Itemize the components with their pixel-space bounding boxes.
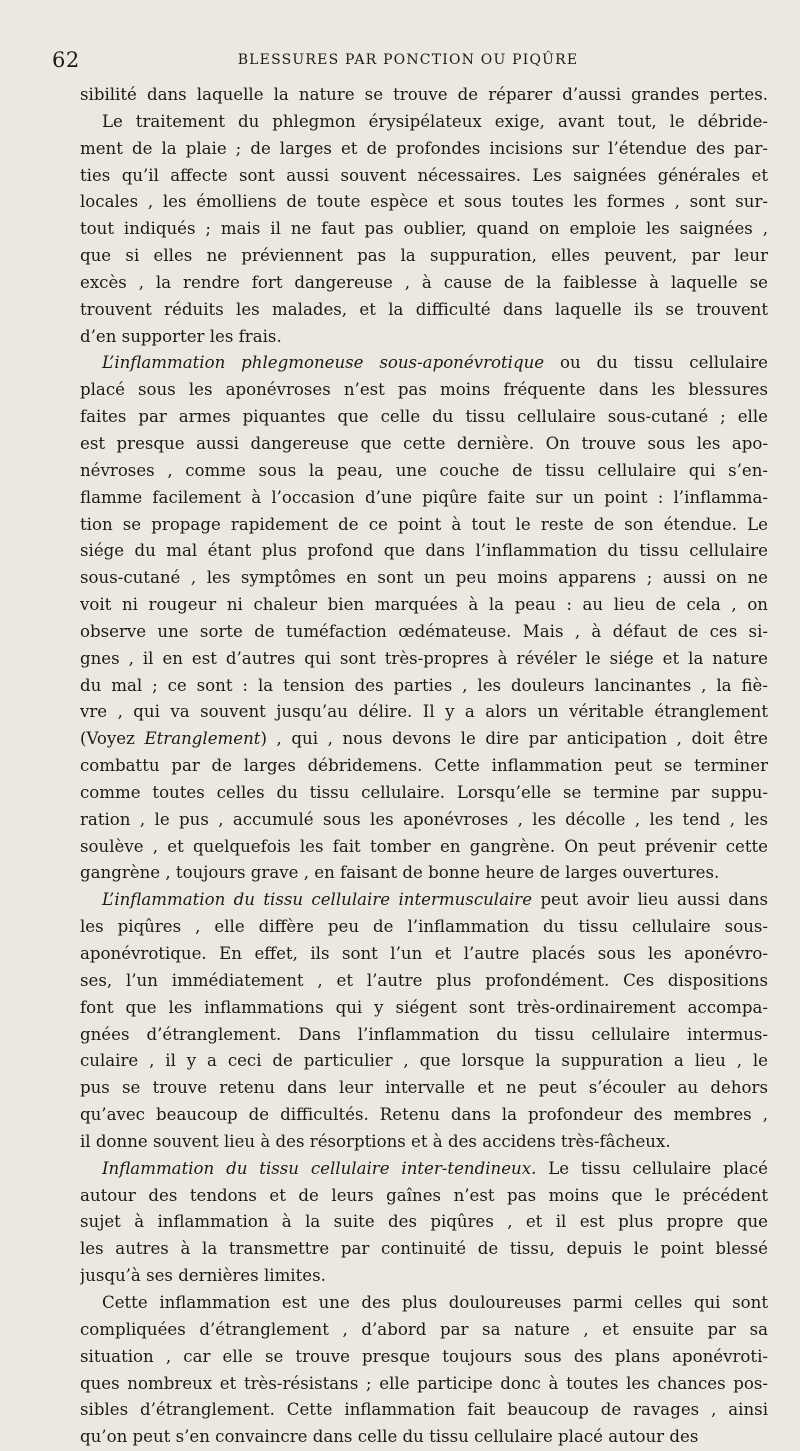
- line-text: autour des tendons et de leurs gaînes n’est pas moins que le précédent: [80, 1185, 768, 1205]
- italic-heading: L’inflammation du tissu cellulaire intermusculaire: [102, 890, 533, 910]
- line-text: d’en supporter les frais.: [80, 326, 282, 346]
- text-line: [80, 646, 768, 673]
- line-text: gnes , il en est d’autres qui sont très-propres à révéler le siége et la nature: [80, 648, 768, 668]
- line-text: font que les inflammations qui y siégent sont très-ordinairement accompa-: [80, 997, 768, 1017]
- text-line: [80, 592, 768, 619]
- text-line: [80, 189, 768, 216]
- text-line: [80, 350, 768, 377]
- line-text: ) , qui , nous devons le dire par anticipation , doit être: [260, 729, 768, 749]
- running-head: BLESSURES PAR PONCTION OU PIQÛRE: [237, 52, 579, 68]
- line-text: peut avoir lieu aussi dans: [532, 890, 768, 910]
- text-line: [80, 458, 768, 485]
- line-text: ration , le pus , accumulé sous les aponévroses , les décolle , les tend , les: [80, 809, 768, 829]
- line-text: sibles d’étranglement. Cette inflammation fait beaucoup de ravages , ainsi: [80, 1400, 768, 1420]
- text-line: [80, 807, 768, 834]
- text-line: [80, 297, 768, 324]
- line-text: qu’avec beaucoup de difficultés. Retenu dans la profondeur des membres ,: [80, 1105, 768, 1125]
- italic-heading: Etranglement: [144, 729, 261, 749]
- line-text: ques nombreux et très-résistans ; elle participe donc à toutes les chances pos-: [80, 1373, 768, 1393]
- italic-heading: L’inflammation phlegmoneuse sous-aponévrotique: [102, 353, 545, 373]
- text-line: [80, 1156, 768, 1183]
- text-line: [80, 1183, 768, 1210]
- line-text: ties qu’il affecte sont aussi souvent nécessaires. Les saignées générales et: [80, 165, 768, 185]
- line-text: il donne souvent lieu à des résorptions et à des accidens très-fâcheux.: [80, 1131, 671, 1151]
- text-line: [80, 377, 768, 404]
- text-line: [80, 431, 768, 458]
- line-text: ses, l’un immédiatement , et l’autre plus profondément. Ces dispositions: [80, 970, 768, 990]
- line-text: sous-cutané , les symptômes en sont un peu moins apparens ; aussi on ne: [80, 568, 768, 588]
- text-line: [80, 270, 768, 297]
- text-line: [80, 1290, 768, 1317]
- text-line: [80, 1317, 768, 1344]
- text-line: [80, 753, 768, 780]
- text-line: [80, 1236, 768, 1263]
- text-line: [80, 1075, 768, 1102]
- line-text: Le traitement du phlegmon érysipélateux exige, avant tout, le débride-: [102, 111, 768, 131]
- text-line: [80, 941, 768, 968]
- text-line: [80, 968, 768, 995]
- text-line: [80, 216, 768, 243]
- line-text: névroses , comme sous la peau, une couche de tissu cellulaire qui s’en-: [80, 460, 768, 480]
- text-before: (Voyez: [80, 729, 145, 749]
- line-text: jusqu’à ses dernières limites.: [80, 1266, 326, 1286]
- line-text: vre , qui va souvent jusqu’au délire. Il y a alors un véritable étranglement: [80, 702, 768, 722]
- line-text: gnées d’étranglement. Dans l’inflammation du tissu cellulaire intermus-: [80, 1024, 768, 1044]
- line-text: trouvent réduits les malades, et la difficulté dans laquelle ils se trouvent: [80, 299, 768, 319]
- text-line: [80, 834, 768, 861]
- text-line: [80, 565, 768, 592]
- text-line: [80, 1371, 768, 1398]
- text-line: [80, 887, 768, 914]
- text-line: [80, 726, 768, 753]
- line-text: voit ni rougeur ni chaleur bien marquées à la peau : au lieu de cela , on: [80, 595, 768, 615]
- text-line: [80, 1263, 768, 1290]
- text-line: [80, 699, 768, 726]
- line-text: culaire , il y a ceci de particulier , que lorsque la suppuration a lieu , le: [80, 1051, 768, 1071]
- text-line: [80, 109, 768, 136]
- text-line: [80, 82, 768, 109]
- line-text: compliquées d’étranglement , d’abord par sa nature , et ensuite par sa: [80, 1319, 768, 1339]
- line-text: du mal ; ce sont : la tension des parties , les douleurs lancinantes , la fiè-: [80, 675, 768, 695]
- text-line: [80, 512, 768, 539]
- line-text: observe une sorte de tuméfaction œdémateuse. Mais , à défaut de ces si-: [80, 621, 768, 641]
- body-text: [80, 82, 768, 1451]
- line-text: soulève , et quelquefois les fait tomber en gangrène. On peut prévenir cette: [80, 836, 768, 856]
- text-line: [80, 163, 768, 190]
- line-text: locales , les émolliens de toute espèce et sous toutes les formes , sont sur-: [80, 192, 768, 212]
- line-text: faites par armes piquantes que celle du tissu cellulaire sous-cutané ; elle: [80, 407, 768, 427]
- line-text: les autres à la transmettre par continuité de tissu, depuis le point blessé: [80, 1239, 768, 1259]
- text-line: [80, 914, 768, 941]
- text-line: [80, 1102, 768, 1129]
- text-line: [80, 1397, 768, 1424]
- text-line: [80, 673, 768, 700]
- line-text: qu’on peut s’en convaincre dans celle du tissu cellulaire placé autour des: [80, 1427, 699, 1447]
- text-line: [80, 1344, 768, 1371]
- italic-heading: Inflammation du tissu cellulaire inter-tendineux.: [102, 1158, 537, 1178]
- line-text: tion se propage rapidement de ce point à tout le reste de son étendue. Le: [80, 514, 768, 534]
- text-line: [80, 404, 768, 431]
- line-text: sujet à inflammation à la suite des piqûres , et il est plus propre que: [80, 1212, 768, 1232]
- line-text: les piqûres , elle diffère peu de l’inflammation du tissu cellulaire sous-: [80, 917, 768, 937]
- line-text: est presque aussi dangereuse que cette dernière. On trouve sous les apo-: [80, 433, 768, 453]
- text-line: [80, 860, 768, 887]
- line-text: siége du mal étant plus profond que dans l’inflammation du tissu cellulaire: [80, 541, 768, 561]
- text-line: [80, 485, 768, 512]
- line-text: combattu par de larges débridemens. Cette inflammation peut se terminer: [80, 756, 768, 776]
- text-line: [80, 324, 768, 351]
- line-text: placé sous les aponévroses n’est pas moins fréquente dans les blessures: [80, 380, 768, 400]
- line-text: situation , car elle se trouve presque toujours sous des plans aponévroti-: [80, 1346, 768, 1366]
- line-text: sibilité dans laquelle la nature se trouve de réparer d’aussi grandes pertes.: [80, 85, 768, 104]
- text-line: [80, 243, 768, 270]
- line-text: comme toutes celles du tissu cellulaire. Lorsqu’elle se termine par suppu-: [80, 782, 768, 802]
- page-header: [52, 48, 764, 72]
- line-text: pus se trouve retenu dans leur intervalle et ne peut s’écouler au dehors: [80, 1078, 768, 1098]
- line-text: aponévrotique. En effet, ils sont l’un et l’autre placés sous les aponévro-: [80, 944, 768, 963]
- line-text: ou du tissu cellulaire: [544, 353, 768, 373]
- text-line: [80, 1424, 768, 1451]
- line-text: tout indiqués ; mais il ne faut pas oublier, quand on emploie les saignées ,: [80, 219, 768, 239]
- line-text: excès , la rendre fort dangereuse , à cause de la faiblesse à laquelle se: [80, 272, 768, 292]
- text-line: [80, 1129, 768, 1156]
- line-text: flamme facilement à l’occasion d’une piqûre faite sur un point : l’inflamma-: [80, 487, 768, 507]
- line-text: ment de la plaie ; de larges et de profondes incisions sur l’étendue des par-: [80, 138, 768, 158]
- page-number: 62: [52, 48, 80, 72]
- line-text: gangrène , toujours grave , en faisant de bonne heure de larges ouvertures.: [80, 863, 720, 883]
- line-text: que si elles ne préviennent pas la suppuration, elles peuvent, par leur: [80, 246, 768, 266]
- text-line: [80, 619, 768, 646]
- text-line: [80, 1022, 768, 1049]
- text-line: [80, 995, 768, 1022]
- line-text: Le tissu cellulaire placé: [536, 1158, 768, 1178]
- text-line: [80, 136, 768, 163]
- text-line: [80, 538, 768, 565]
- text-line: [80, 1209, 768, 1236]
- line-text: Cette inflammation est une des plus douloureuses parmi celles qui sont: [102, 1292, 768, 1312]
- text-line: [80, 780, 768, 807]
- text-line: [80, 1048, 768, 1075]
